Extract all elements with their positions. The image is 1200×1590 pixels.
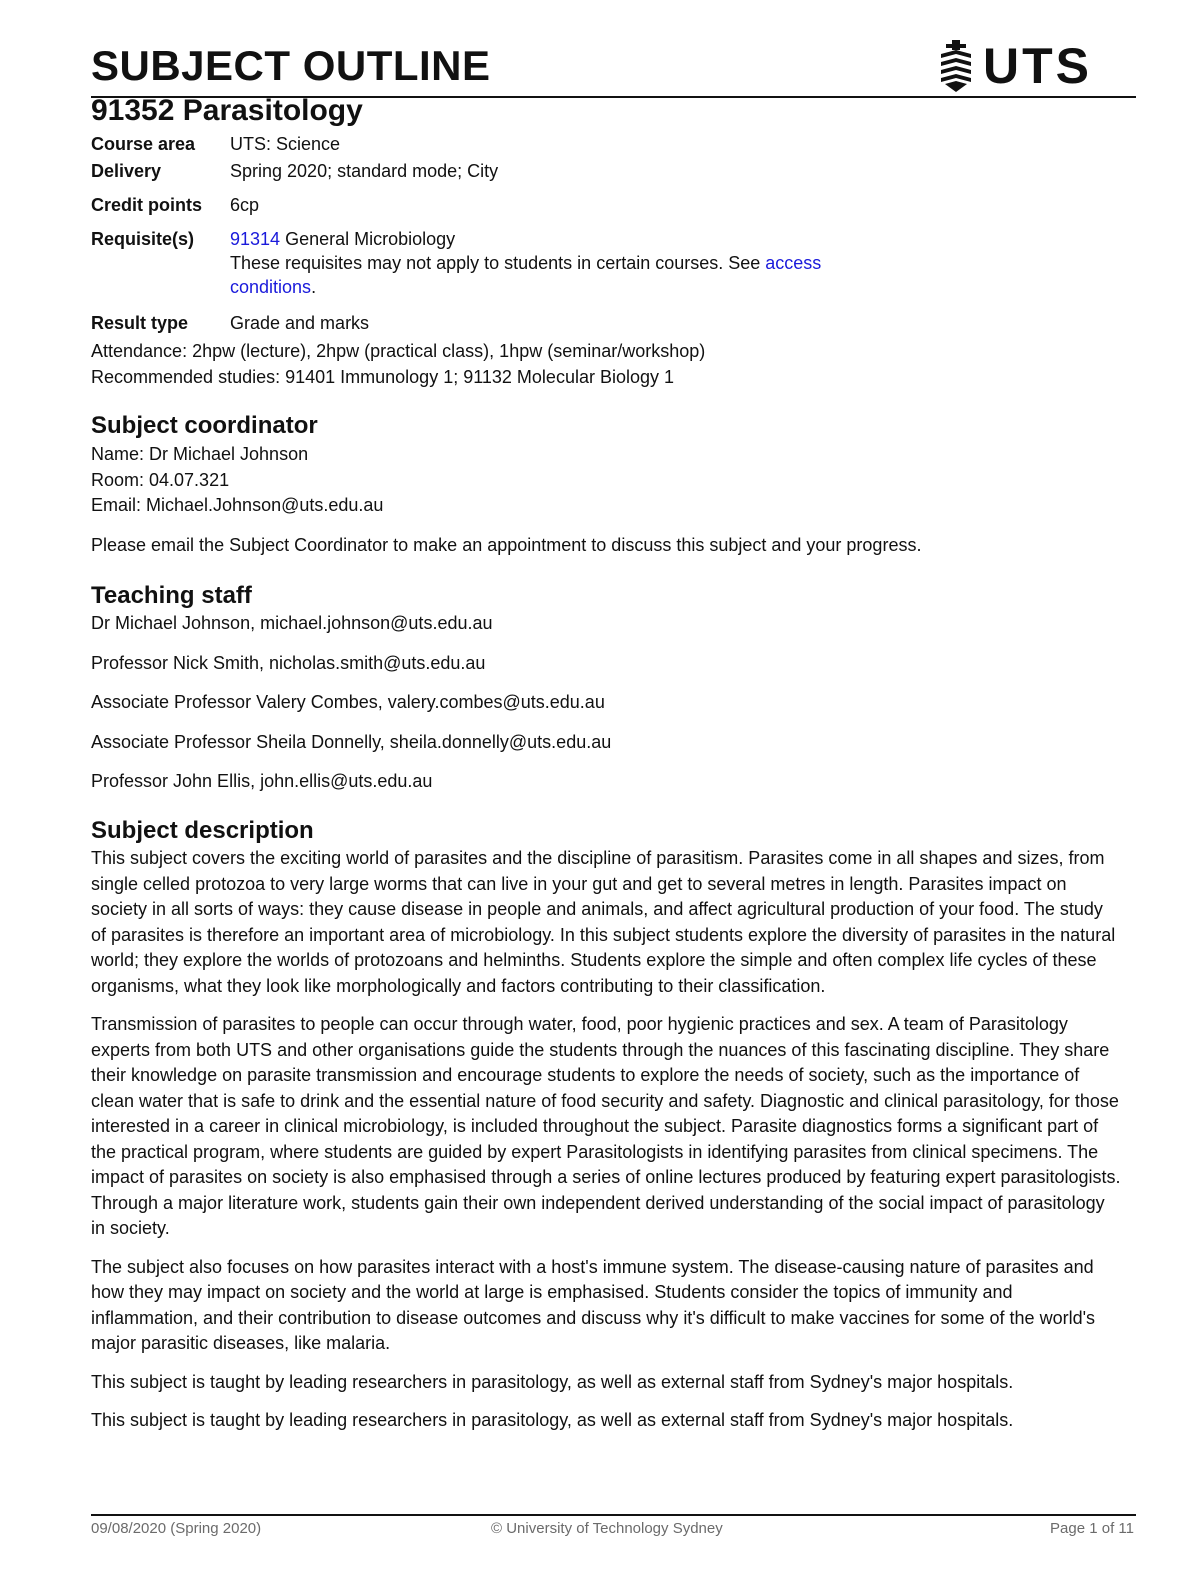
attendance-line: Attendance: 2hpw (lecture), 2hpw (practical class), 1hpw (seminar/workshop): [91, 341, 706, 361]
staff-item: Dr Michael Johnson, michael.johnson@uts.edu.au: [91, 613, 493, 633]
meta-label: Delivery: [91, 161, 162, 181]
staff-item: Professor John Ellis, john.ellis@uts.edu.au: [91, 771, 433, 791]
description-paragraph: This subject covers the exciting world of parasites and the discipline of parasitism. Parasites come in all shapes and sizes, from single celled protozoa to very large worms that can live in your gut and get to several metres in length. Parasites impact on society in all sorts of ways: they cause disease in people and animals, and affect agricultural production of your food. The study of parasites is therefore an important area of microbiology. In this subject students explore the diversity of parasites in the natural world; they explore the worlds of protozoans and helminths. Students explore the simple and often complex life cycles of these organisms, what they look like morphologically and factors contributing to their classification.: [91, 848, 1116, 996]
footer-date: 09/08/2020 (Spring 2020): [91, 1520, 262, 1537]
meta-course-area: [91, 132, 1136, 159]
uts-crest-icon: [935, 40, 977, 92]
coordinator-email[interactable]: Email: Michael.Johnson@uts.edu.au: [91, 495, 384, 515]
coordinator-details: [91, 442, 1126, 558]
meta-label: Requisite(s): [91, 229, 195, 249]
meta-value: 6cp: [230, 195, 260, 215]
access-conditions-link[interactable]: access conditions: [230, 253, 822, 297]
meta-delivery: [91, 159, 1136, 193]
subject-outline-page: [91, 0, 1136, 1590]
uts-logo: [935, 40, 1092, 92]
footer-copyright: © University of Technology Sydney: [491, 1520, 723, 1537]
footer-page-number: Page 1 of 11: [1050, 1520, 1134, 1537]
staff-item: Associate Professor Sheila Donnelly, sheila.donnelly@uts.edu.au: [91, 731, 612, 752]
meta-label: Course area: [91, 134, 196, 154]
requisite-code-link[interactable]: 91314: [230, 229, 281, 249]
teaching-staff-heading: Teaching staff: [91, 582, 252, 609]
coordinator-room: Room: 04.07.321: [91, 469, 230, 490]
meta-credit-points: [91, 193, 1136, 227]
meta-value: [230, 227, 1136, 311]
description-paragraph: This subject is taught by leading researchers in parasitology, as well as external staff from Sydney's major hospitals.: [91, 1371, 1014, 1392]
meta-value: UTS: Science: [230, 134, 341, 154]
teaching-staff-list: [91, 611, 1126, 809]
staff-item: Professor Nick Smith, nicholas.smith@uts.edu.au: [91, 652, 486, 673]
requisite-line: [230, 227, 1136, 251]
requisite-note: These requisites may not apply to students in certain courses. See access conditions.: [230, 253, 822, 297]
subject-title: 91352 Parasitology: [91, 94, 363, 127]
coordinator-name: Name: Dr Michael Johnson: [91, 444, 309, 464]
requisite-name: General Microbiology: [280, 229, 456, 249]
coordinator-note: Please email the Subject Coordinator to make an appointment to discuss this subject and your progress.: [91, 534, 922, 555]
subject-meta: [91, 132, 1136, 390]
recommended-studies-line: Recommended studies: 91401 Immunology 1; 91132 Molecular Biology 1: [91, 367, 675, 387]
meta-requisites: [91, 227, 1136, 311]
description-body: [91, 846, 1121, 1434]
document-title: SUBJECT OUTLINE: [91, 42, 491, 89]
page-footer: [91, 1514, 1136, 1546]
description-paragraph: This subject is taught by leading researchers in parasitology, as well as external staff from Sydney's major hospitals.: [91, 1410, 1014, 1430]
description-paragraph: The subject also focuses on how parasites interact with a host's immune system. The disease-causing nature of parasites and how they may impact on society and the world at large is emphasised. Students consider the topics of immunity and inflammation, and their contribution to disease outcomes and discuss why it's difficult to make vaccines for some of the world's major parasitic diseases, like malaria.: [91, 1256, 1096, 1353]
meta-value: Grade and marks: [230, 313, 370, 333]
meta-label: Result type: [91, 313, 189, 333]
description-heading: Subject description: [91, 817, 314, 844]
logo-wordmark: UTS: [983, 38, 1092, 94]
meta-value: Spring 2020; standard mode; City: [230, 161, 499, 181]
description-paragraph: Transmission of parasites to people can occur through water, food, poor hygienic practices and sex. A team of Parasitology experts from both UTS and other organisations guide the students through the nuances of this fascinating discipline. They share their knowledge on parasite transmission and encourage students to explore the needs of society, such as the importance of clean water that is safe to drink and the essential nature of food security and safety. Diagnostic and clinical parasitology, for those interested in a career in clinical microbiology, is included throughout the subject. Parasite diagnostics forms a significant part of the practical program, where students are guided by expert Parasitologists in identifying parasites from clinical specimens. The impact of parasites on society is also emphasised through a series of online lectures produced by featuring expert parasitologists. Through a major literature work, students gain their own independent derived understanding of the social impact of parasitology in society.: [91, 1014, 1121, 1238]
coordinator-heading: Subject coordinator: [91, 412, 318, 439]
page-header: [91, 40, 1136, 98]
staff-item: Associate Professor Valery Combes, valery.combes@uts.edu.au: [91, 692, 605, 712]
meta-result-type: [91, 311, 1136, 338]
meta-label: Credit points: [91, 195, 202, 215]
